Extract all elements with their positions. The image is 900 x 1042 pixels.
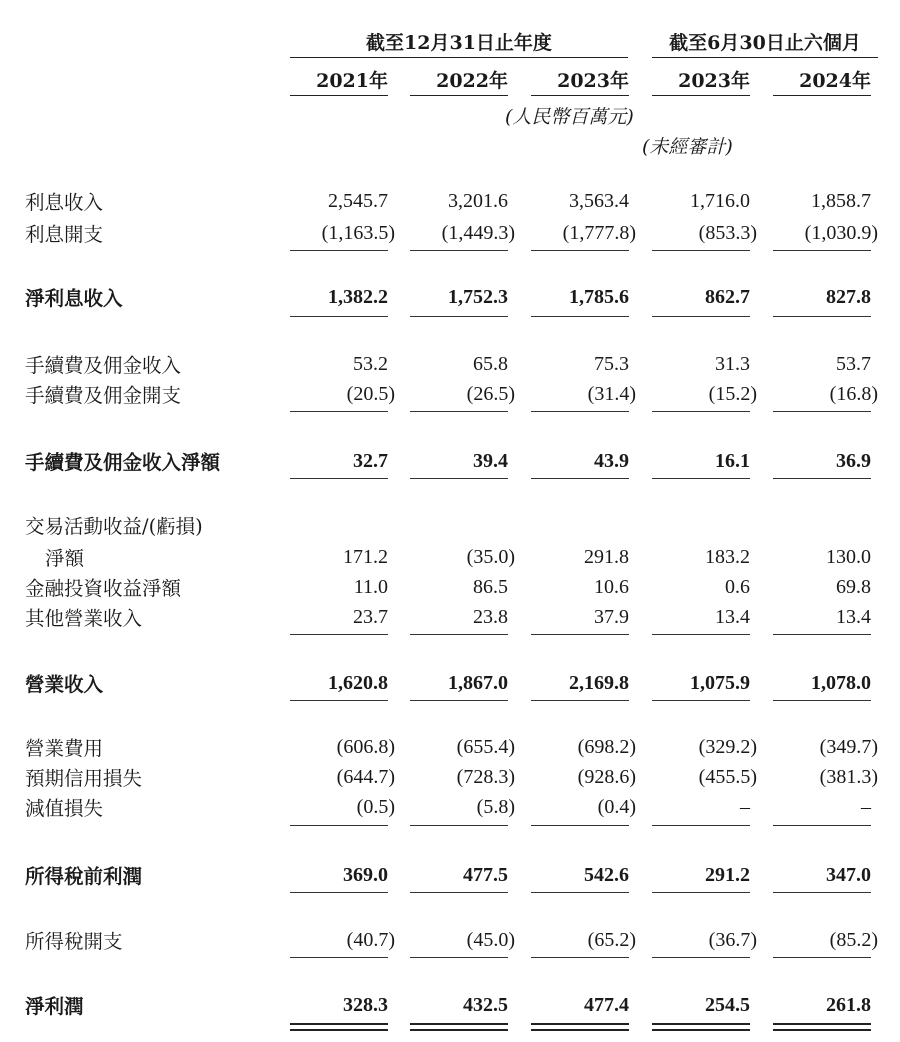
trading-gains-net-label: 淨額 [45, 547, 85, 570]
subtotal-rule [652, 892, 750, 893]
other-operating-income-label: 其他營業收入 [25, 607, 143, 630]
expected-credit-losses-value: (644.7) [336, 766, 395, 788]
year-header-2021: 2021年 [316, 70, 388, 92]
operating-expenses-label: 營業費用 [25, 737, 104, 760]
trading-gains-net-value: 291.8 [584, 546, 629, 568]
subtotal-rule [531, 825, 629, 826]
header-annual-rule [290, 57, 628, 58]
subtotal-rule [652, 478, 750, 479]
impairment-losses-value: – [861, 796, 871, 818]
subtotal-rule [531, 411, 629, 412]
net-fee-commission-income-value: 43.9 [594, 450, 629, 472]
subtotal-rule [773, 957, 871, 958]
net-fee-commission-income-label: 手續費及佣金收入淨額 [25, 451, 221, 474]
subtotal-rule [531, 892, 629, 893]
fee-commission-expense-value: (26.5) [466, 383, 515, 405]
year-rule-2023-interim [652, 95, 750, 96]
expected-credit-losses-value: (928.6) [577, 766, 636, 788]
financial-investment-gains-value: 11.0 [353, 576, 388, 598]
net-fee-commission-income-value: 39.4 [473, 450, 508, 472]
expected-credit-losses-value: (728.3) [456, 766, 515, 788]
other-operating-income-value: 23.8 [473, 606, 508, 628]
fee-commission-income-value: 75.3 [594, 353, 629, 375]
interest-income-value: 2,545.7 [328, 190, 388, 212]
subtotal-rule [290, 250, 388, 251]
trading-gains-label-label: 交易活動收益/(虧損) [25, 515, 203, 538]
subtotal-rule [773, 250, 871, 251]
net-profit-label: 淨利潤 [25, 995, 84, 1018]
impairment-losses-value: (5.8) [476, 796, 515, 818]
year-header-2022: 2022年 [436, 70, 508, 92]
subtotal-rule [652, 700, 750, 701]
interest-income-value: 1,716.0 [690, 190, 750, 212]
impairment-losses-value: (0.4) [597, 796, 636, 818]
net-profit-value: 254.5 [705, 994, 750, 1016]
operating-income-value: 1,867.0 [448, 672, 508, 694]
subtotal-rule [290, 634, 388, 635]
interest-expense-value: (1,449.3) [441, 222, 515, 244]
fee-commission-expense-value: (31.4) [587, 383, 636, 405]
trading-gains-net-value: (35.0) [466, 546, 515, 568]
net-fee-commission-income-value: 32.7 [353, 450, 388, 472]
operating-expenses-value: (349.7) [819, 736, 878, 758]
net-fee-commission-income-value: 36.9 [836, 450, 871, 472]
subtotal-rule [410, 478, 508, 479]
interest-income-value: 1,858.7 [811, 190, 871, 212]
profit-before-tax-value: 291.2 [705, 864, 750, 886]
subtotal-rule [531, 634, 629, 635]
interest-expense-value: (1,030.9) [804, 222, 878, 244]
subtotal-rule [290, 892, 388, 893]
year-header-2024-interim: 2024年 [799, 70, 871, 92]
interest-income-label: 利息收入 [25, 191, 104, 214]
financial-investment-gains-value: 10.6 [594, 576, 629, 598]
subtotal-rule [652, 411, 750, 412]
net-interest-income-value: 1,382.2 [328, 286, 388, 308]
interest-expense-value: (1,163.5) [321, 222, 395, 244]
subtotal-rule [410, 825, 508, 826]
net-interest-income-value: 827.8 [826, 286, 871, 308]
total-double-rule [652, 1023, 750, 1031]
impairment-losses-value: (0.5) [356, 796, 395, 818]
net-profit-value: 477.4 [584, 994, 629, 1016]
fee-commission-income-value: 31.3 [715, 353, 750, 375]
fee-commission-expense-value: (20.5) [346, 383, 395, 405]
subtotal-rule [410, 892, 508, 893]
subtotal-rule [531, 250, 629, 251]
subtotal-rule [410, 700, 508, 701]
profit-before-tax-value: 477.5 [463, 864, 508, 886]
subtotal-rule [290, 478, 388, 479]
subtotal-rule [290, 700, 388, 701]
fee-commission-income-value: 53.7 [836, 353, 871, 375]
financial-investment-gains-value: 0.6 [725, 576, 750, 598]
net-interest-income-value: 1,752.3 [448, 286, 508, 308]
subtotal-rule [652, 316, 750, 317]
other-operating-income-value: 37.9 [594, 606, 629, 628]
income-tax-expense-label: 所得稅開支 [25, 930, 123, 953]
net-fee-commission-income-value: 16.1 [715, 450, 750, 472]
net-profit-value: 261.8 [826, 994, 871, 1016]
interest-income-value: 3,201.6 [448, 190, 508, 212]
net-profit-value: 328.3 [343, 994, 388, 1016]
expected-credit-losses-label: 預期信用損失 [25, 767, 143, 790]
subtotal-rule [410, 250, 508, 251]
profit-before-tax-value: 369.0 [343, 864, 388, 886]
other-operating-income-value: 13.4 [836, 606, 871, 628]
subtotal-rule [531, 700, 629, 701]
year-header-2023-annual: 2023年 [557, 70, 629, 92]
year-rule-2022 [410, 95, 508, 96]
fee-commission-income-label: 手續費及佣金收入 [25, 354, 182, 377]
profit-before-tax-value: 347.0 [826, 864, 871, 886]
trading-gains-net-value: 130.0 [826, 546, 871, 568]
subtotal-rule [290, 411, 388, 412]
net-profit-value: 432.5 [463, 994, 508, 1016]
interest-income-value: 3,563.4 [569, 190, 629, 212]
fee-commission-expense-label: 手續費及佣金開支 [25, 384, 182, 407]
impairment-losses-label: 減值損失 [25, 797, 104, 820]
year-rule-2021 [290, 95, 388, 96]
year-rule-2023-annual [531, 95, 629, 96]
net-interest-income-value: 1,785.6 [569, 286, 629, 308]
subtotal-rule [290, 957, 388, 958]
header-interim-period: 截至6月30日止六個月 [669, 32, 861, 54]
net-interest-income-value: 862.7 [705, 286, 750, 308]
subtotal-rule [531, 478, 629, 479]
subtotal-rule [531, 316, 629, 317]
income-tax-expense-value: (85.2) [829, 929, 878, 951]
operating-expenses-value: (329.2) [698, 736, 757, 758]
subtotal-rule [531, 957, 629, 958]
income-tax-expense-value: (65.2) [587, 929, 636, 951]
year-header-2023-interim: 2023年 [678, 70, 750, 92]
subtotal-rule [652, 634, 750, 635]
financial-investment-gains-label: 金融投資收益淨額 [25, 577, 182, 600]
expected-credit-losses-value: (381.3) [819, 766, 878, 788]
subtotal-rule [652, 825, 750, 826]
operating-income-label: 營業收入 [25, 673, 104, 696]
fee-commission-income-value: 65.8 [473, 353, 508, 375]
header-annual-period: 截至12月31日止年度 [366, 32, 552, 54]
income-tax-expense-value: (36.7) [708, 929, 757, 951]
subtotal-rule [290, 316, 388, 317]
unaudited-note: (未經審計) [642, 136, 733, 158]
operating-expenses-value: (655.4) [456, 736, 515, 758]
operating-income-value: 1,075.9 [690, 672, 750, 694]
income-tax-expense-value: (45.0) [466, 929, 515, 951]
currency-unit-note: (人民幣百萬元) [505, 106, 634, 128]
operating-expenses-value: (698.2) [577, 736, 636, 758]
trading-gains-net-value: 171.2 [343, 546, 388, 568]
fee-commission-expense-value: (16.8) [829, 383, 878, 405]
subtotal-rule [652, 250, 750, 251]
expected-credit-losses-value: (455.5) [698, 766, 757, 788]
profit-before-tax-label: 所得稅前利潤 [25, 865, 143, 888]
interest-expense-value: (853.3) [698, 222, 757, 244]
profit-before-tax-value: 542.6 [584, 864, 629, 886]
operating-income-value: 1,620.8 [328, 672, 388, 694]
subtotal-rule [773, 892, 871, 893]
subtotal-rule [773, 825, 871, 826]
subtotal-rule [410, 634, 508, 635]
total-double-rule [410, 1023, 508, 1031]
subtotal-rule [773, 700, 871, 701]
subtotal-rule [410, 411, 508, 412]
year-rule-2024-interim [773, 95, 871, 96]
subtotal-rule [773, 316, 871, 317]
trading-gains-net-value: 183.2 [705, 546, 750, 568]
subtotal-rule [290, 825, 388, 826]
operating-income-value: 2,169.8 [569, 672, 629, 694]
financial-investment-gains-value: 86.5 [473, 576, 508, 598]
total-double-rule [773, 1023, 871, 1031]
subtotal-rule [773, 411, 871, 412]
net-interest-income-label: 淨利息收入 [25, 287, 123, 310]
total-double-rule [531, 1023, 629, 1031]
subtotal-rule [410, 316, 508, 317]
interest-expense-value: (1,777.8) [562, 222, 636, 244]
subtotal-rule [410, 957, 508, 958]
operating-expenses-value: (606.8) [336, 736, 395, 758]
subtotal-rule [773, 478, 871, 479]
other-operating-income-value: 13.4 [715, 606, 750, 628]
financial-investment-gains-value: 69.8 [836, 576, 871, 598]
income-tax-expense-value: (40.7) [346, 929, 395, 951]
operating-income-value: 1,078.0 [811, 672, 871, 694]
subtotal-rule [652, 957, 750, 958]
interest-expense-label: 利息開支 [25, 223, 104, 246]
other-operating-income-value: 23.7 [353, 606, 388, 628]
header-interim-rule [652, 57, 878, 58]
total-double-rule [290, 1023, 388, 1031]
subtotal-rule [773, 634, 871, 635]
fee-commission-expense-value: (15.2) [708, 383, 757, 405]
impairment-losses-value: – [740, 796, 750, 818]
fee-commission-income-value: 53.2 [353, 353, 388, 375]
